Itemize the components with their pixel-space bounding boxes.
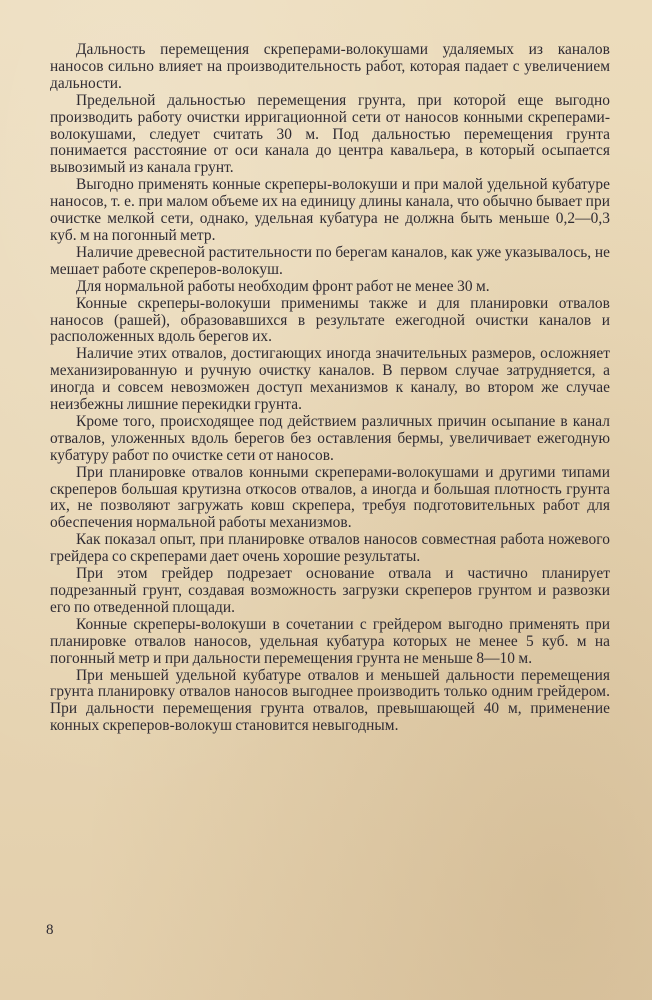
paragraph: Наличие древесной растительности по берегам каналов, как уже указывалось, не мешает работе скреперов-волокуш. — [50, 243, 610, 278]
page-number: 8 — [46, 922, 54, 938]
paragraph: Для нормальной работы необходим фронт работ не менее 30 м. — [76, 277, 490, 295]
page-body — [50, 42, 610, 735]
paragraph: Как показал опыт, при планировке отвалов наносов совместная работа ножевого грейдера со скреперами дает очень хорошие результаты. — [50, 531, 610, 566]
paragraph: Кроме того, происходящее под действием различных причин осыпание в канал отвалов, уложенных вдоль берегов без оставления бермы, увеличивает ежегодную кубатуру работ по очистке сети от наносов. — [50, 412, 610, 464]
paragraph: Предельной дальностью перемещения грунта, при которой еще выгодно производить работу очистки ирригационной сети от наносов конными скреперами-волокушами, следует считать 30 м. Под дальностью перемещения грунта понимается расстояние от оси канала до центра кавальера, в который осыпается вывозимый из канала грунт. — [50, 91, 610, 177]
paragraph: Дальность перемещения скреперами-волокушами удаляемых из каналов наносов сильно влияет на производительность работ, которая падает с увеличением дальности. — [50, 41, 610, 92]
paragraph: Наличие этих отвалов, достигающих иногда значительных размеров, осложняет механизированную и ручную очистку каналов. В первом случае затрудняется, а иногда и совсем невозможен доступ механизмов к каналу, во втором же случае неизбежны лишние перекидки грунта. — [50, 345, 610, 414]
paragraph: При меньшей удельной кубатуре отвалов и меньшей дальности перемещения грунта планировку отвалов наносов выгоднее производить только одним грейдером. При дальности перемещения грунта отвалов, превышающей 40 м, применение конных скреперов-волокуш становится невыгодным. — [50, 666, 610, 735]
paragraph: Конные скреперы-волокуши применимы также и для планировки отвалов наносов (рашей), образовавшихся в результате ежегодной очистки каналов и расположенных вдоль берегов их. — [50, 294, 610, 346]
paragraph: При планировке отвалов конными скреперами-волокушами и другими типами скреперов большая крутизна откосов отвалов, а иногда и большая плотность грунта их, не позволяют загружать ковш скрепера, требуя подготовительных работ для обеспечения нормальной работы механизмов. — [50, 463, 610, 532]
paragraph: При этом грейдер подрезает основание отвала и частично планирует подрезанный грунт, создавая возможность загрузки скреперов грунтом и развозки его по отведенной площади. — [50, 565, 610, 616]
paragraph: Конные скреперы-волокуши в сочетании с грейдером выгодно применять при планировке отвалов наносов, удельная кубатура которых не менее 5 куб. м на погонный метр и при дальности перемещения грунта не меньше 8—10 м. — [50, 615, 610, 667]
paragraph: Выгодно применять конные скреперы-волокуши и при малой удельной кубатуре наносов, т. е. при малом объеме их на единицу длины канала, что обычно бывает при очистке мелкой сети, однако, удельная кубатура не должна быть меньше 0,2—0,3 куб. м на погонный метр. — [50, 176, 610, 244]
